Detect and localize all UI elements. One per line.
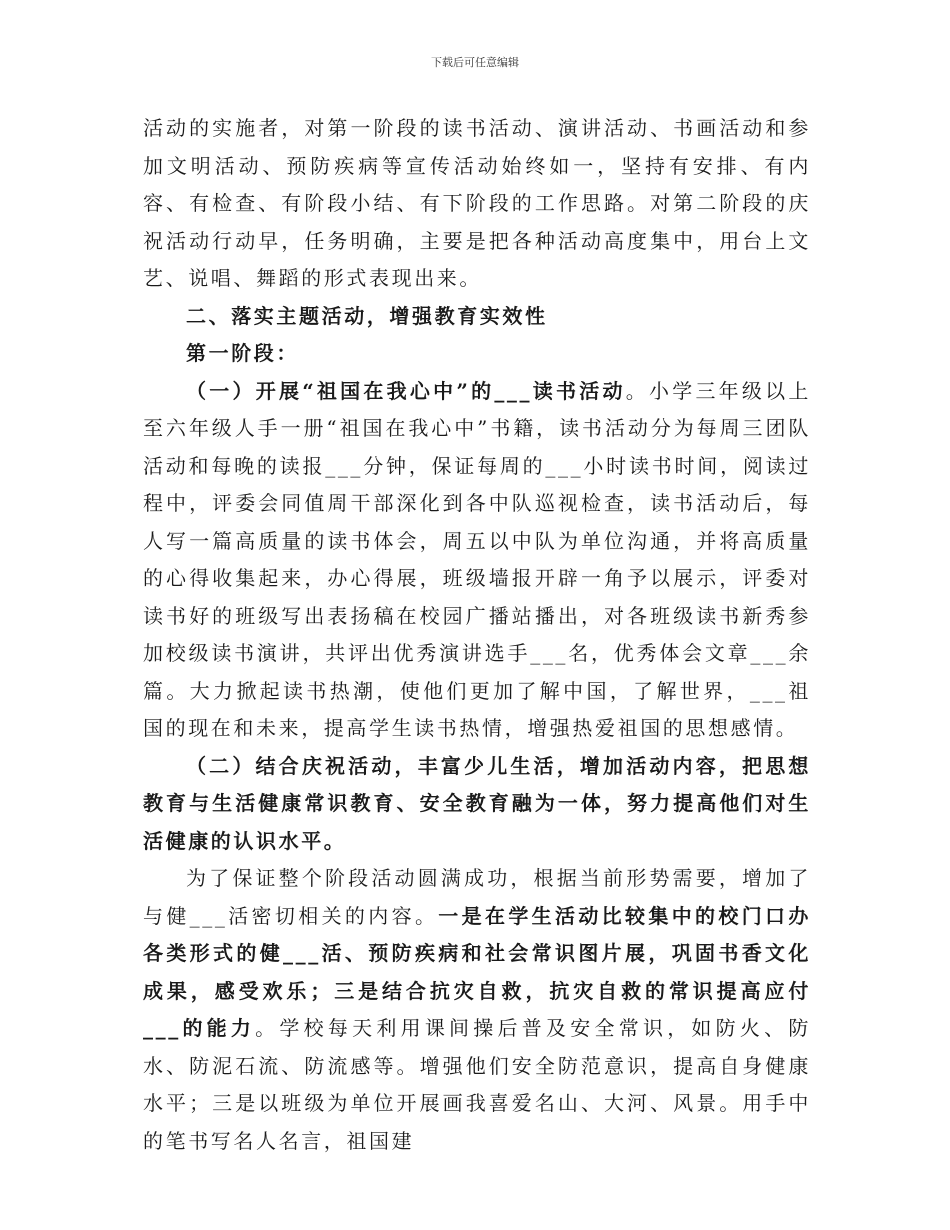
reading-activity-text: 。小学三年级以上至六年级人手一册“祖国在我心中”书籍，读书活动分为每周三团队活动和每晚的读报___分钟，保证每周的___小时读书时间，阅读过程中，评委会同值周干部深化到各中队巡视检查，读书活动后，每人写一篇高质量的读书体会，周五以中队为单位沟通，并将高质量的心得收集起来，办心得展，班级墙报开辟一角予以展示，评委对读书好的班级写出表扬稿在校园广播站播出，对各班级读书新秀参加校级读书演讲，共评出优秀演讲选手___名，优秀体会文章___余篇。大力掀起读书热潮，使他们更加了解中国，了解世界，___祖国的现在和未来，提高学生读书热情，增强热爱祖国的思想感情。 (143, 378, 811, 740)
paragraph-1: 活动的实施者，对第一阶段的读书活动、演讲活动、书画活动和参加文明活动、预防疾病等宣传活动始终如一，坚持有安排、有内容、有检查、有阶段小结、有下阶段的工作思路。对第二阶段的庆祝活动行动早，任务明确，主要是把各种活动高度集中，用台上文艺、说唱、舞蹈的形式表现出来。 (143, 116, 811, 290)
subsection-heading: 第一阶段： (186, 341, 299, 365)
paragraph-safety-education (143, 860, 811, 1160)
safety-intro-text: 为了保证整个阶段活动圆满成功，根据当前形势需要，增加了与健___活密切相关的内容。 (143, 866, 811, 928)
document-body (143, 110, 811, 1160)
page-header: 下载后可任意编辑 (431, 56, 519, 69)
reading-activity-title: （一）开展“祖国在我心中”的___读书活动 (186, 378, 626, 403)
safety-bold-text: 一是在学生活动比较集中的校门口办各类形式的健___活、预防疾病和社会常识图片展，巩固书香文化成果，感受欢乐；三是结合抗灾自救，抗灾自救的常识提高应付___的能力 (143, 903, 811, 1040)
paragraph-reading-activity (143, 373, 811, 748)
safety-rest-text: 。学校每天利用课间操后普及安全常识，如防火、防水、防泥石流、防流感等。增强他们安全防范意识，提高自身健康水平；三是以班级为单位开展画我喜爱名山、大河、风景。用手中的笔书写名人名言，祖国建 (143, 1016, 811, 1153)
section-heading: 二、落实主题活动，增强教育实效性 (186, 303, 548, 328)
paragraph-celebration-activity: （二）结合庆祝活动，丰富少儿生活，增加活动内容，把思想教育与生活健康常识教育、安全教育融为一体，努力提高他们对生活健康的认识水平。 (143, 753, 811, 853)
